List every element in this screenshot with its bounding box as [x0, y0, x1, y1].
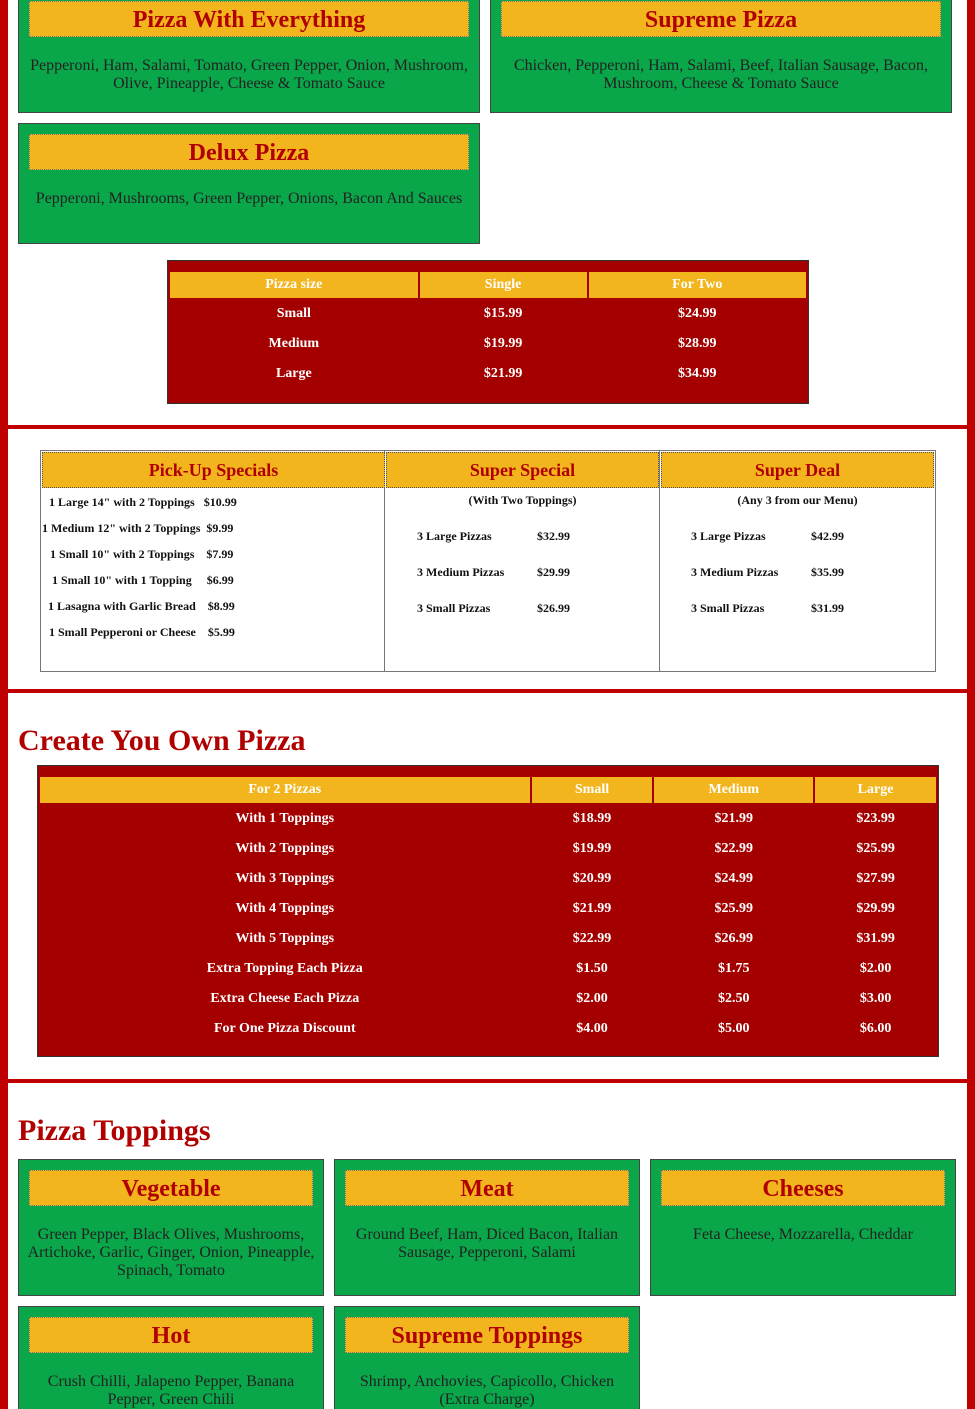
table-header-row — [40, 777, 936, 803]
topping-group-items: Ground Beef, Ham, Diced Bacon, Italian Sausage, Pepperoni, Salami — [355, 1226, 619, 1261]
table-cell: $1.50 — [576, 961, 608, 976]
topping-card-hot — [18, 1306, 324, 1409]
table-cell: $3.00 — [859, 991, 892, 1006]
pizza-name: Pizza With Everything — [29, 1, 469, 37]
pizza-card-everything — [18, 0, 480, 113]
table-cell: $2.00 — [859, 961, 892, 976]
special-item: 1 Small Pepperoni or Cheese $5.99 — [49, 625, 235, 639]
deal-label: 3 Medium Pizzas — [691, 565, 779, 579]
pickup-specials-title: Pick-Up Specials — [42, 452, 385, 488]
topping-group-items: Shrimp, Anchovies, Capicollo, Chicken (Extra Charge) — [359, 1373, 615, 1408]
pizza-ingredients: Chicken, Pepperoni, Ham, Salami, Beef, Italian Sausage, Bacon, Mushroom, Cheese & Tomato Sauce — [513, 57, 929, 92]
table-cell: $26.99 — [714, 931, 754, 946]
table-cell: $25.99 — [856, 841, 895, 856]
deal-price: $35.99 — [811, 565, 844, 579]
topping-group-items: Crush Chilli, Jalapeno Pepper, Banana Pepper, Green Chili — [47, 1373, 295, 1408]
table-cell: $18.99 — [572, 811, 612, 826]
table-row — [170, 330, 806, 358]
pizza-ingredients: Pepperoni, Ham, Salami, Tomato, Green Pepper, Onion, Mushroom, Olive, Pineapple, Cheese & Tomato Sauce — [30, 57, 468, 92]
table-cell: With 2 Toppings — [235, 841, 335, 856]
pizza-ingredients: Pepperoni, Mushrooms, Green Pepper, Onions, Bacon And Sauces — [35, 190, 463, 207]
table-row — [40, 865, 936, 893]
section-divider — [8, 689, 967, 693]
table-cell: $24.99 — [714, 871, 754, 886]
topping-group-name: Supreme Toppings — [345, 1317, 629, 1353]
table-row — [40, 895, 936, 923]
deal-price: $26.99 — [537, 601, 570, 615]
special-item: 1 Large 14" with 2 Toppings $10.99 — [49, 495, 237, 509]
super-special-title: Super Special — [386, 452, 659, 488]
table-cell: With 3 Toppings — [235, 871, 335, 886]
create-own-heading: Create You Own Pizza — [18, 724, 306, 757]
special-item: 1 Lasagna with Garlic Bread $8.99 — [48, 599, 235, 613]
column-header: For Two — [589, 272, 806, 298]
pizza-name: Delux Pizza — [29, 134, 469, 170]
topping-group-name: Meat — [345, 1170, 629, 1206]
table-row — [40, 805, 936, 833]
deal-price: $31.99 — [811, 601, 844, 615]
deal-price: $42.99 — [811, 529, 844, 543]
table-cell: Extra Topping Each Pizza — [206, 961, 363, 976]
section-divider — [8, 425, 967, 429]
topping-group-items: Green Pepper, Black Olives, Mushrooms, Artichoke, Garlic, Ginger, Onion, Pineapple, Spinach, Tomato — [27, 1226, 315, 1279]
column-header: Medium — [654, 777, 813, 803]
table-cell: Small — [276, 306, 311, 321]
size-price-table — [167, 260, 809, 404]
specials-panel — [40, 450, 936, 672]
super-deal-subtitle: (Any 3 from our Menu) — [737, 493, 858, 507]
super-special-subtitle: (With Two Toppings) — [468, 493, 577, 507]
table-cell: $25.99 — [714, 901, 754, 916]
table-cell: $4.00 — [576, 1021, 608, 1036]
table-cell: $21.99 — [714, 811, 754, 826]
super-deal — [661, 451, 935, 671]
super-deal-title: Super Deal — [661, 452, 934, 488]
pizza-name: Supreme Pizza — [501, 1, 941, 37]
topping-card-supreme — [334, 1306, 640, 1409]
super-special — [386, 451, 660, 671]
pizza-card-supreme — [490, 0, 952, 113]
table-cell: $31.99 — [856, 931, 895, 946]
pizza-card-delux — [18, 123, 480, 244]
deal-label: 3 Medium Pizzas — [417, 565, 505, 579]
table-cell: $22.99 — [572, 931, 612, 946]
toppings-heading: Pizza Toppings — [18, 1114, 211, 1147]
topping-card-meat — [334, 1159, 640, 1296]
deal-label: 3 Small Pizzas — [417, 601, 491, 615]
topping-card-cheeses — [650, 1159, 956, 1296]
table-cell: $23.99 — [856, 811, 895, 826]
table-cell: With 4 Toppings — [235, 901, 335, 916]
table-cell: $21.99 — [572, 901, 612, 916]
section-divider — [8, 1079, 967, 1083]
table-cell: Large — [275, 366, 312, 381]
table-cell: $15.99 — [483, 306, 523, 321]
table-cell: $5.00 — [718, 1021, 750, 1036]
deal-label: 3 Large Pizzas — [691, 529, 766, 543]
table-row — [170, 360, 806, 388]
column-header: Pizza size — [170, 272, 418, 298]
pickup-specials — [41, 451, 385, 671]
topping-group-name: Hot — [29, 1317, 313, 1353]
create-own-table — [37, 765, 939, 1057]
table-cell: Medium — [268, 336, 320, 351]
deal-price: $32.99 — [537, 529, 570, 543]
table-row — [40, 835, 936, 863]
topping-group-name: Cheeses — [661, 1170, 945, 1206]
special-item: 1 Small 10" with 2 Toppings $7.99 — [50, 547, 234, 561]
table-row — [40, 1015, 936, 1043]
special-item: 1 Small 10" with 1 Topping $6.99 — [52, 573, 234, 587]
table-cell: $24.99 — [678, 306, 717, 321]
table-cell: $21.99 — [483, 366, 523, 381]
table-cell: For One Pizza Discount — [213, 1021, 356, 1036]
special-item: 1 Medium 12" with 2 Toppings $9.99 — [42, 521, 234, 535]
table-cell: With 1 Toppings — [235, 811, 335, 826]
table-cell: With 5 Toppings — [235, 931, 335, 946]
deal-label: 3 Large Pizzas — [417, 529, 492, 543]
table-row — [40, 925, 936, 953]
column-header: Large — [815, 777, 936, 803]
table-cell: $6.00 — [859, 1021, 892, 1036]
menu-page — [8, 0, 967, 1409]
table-cell: $34.99 — [678, 366, 717, 381]
table-cell: $20.99 — [572, 871, 612, 886]
column-header: Small — [532, 777, 653, 803]
table-cell: $22.99 — [714, 841, 754, 856]
table-row — [40, 985, 936, 1013]
table-cell: $28.99 — [678, 336, 717, 351]
table-cell: $1.75 — [718, 961, 750, 976]
column-header: For 2 Pizzas — [40, 777, 530, 803]
column-header: Single — [420, 272, 587, 298]
table-cell: $2.50 — [718, 991, 750, 1006]
table-header-row — [170, 272, 806, 298]
table-cell: $29.99 — [856, 901, 895, 916]
table-cell: $27.99 — [856, 871, 895, 886]
table-row — [170, 300, 806, 328]
deal-price: $29.99 — [537, 565, 570, 579]
table-cell: $2.00 — [576, 991, 608, 1006]
topping-group-items: Feta Cheese, Mozzarella, Cheddar — [693, 1226, 913, 1243]
table-cell: $19.99 — [572, 841, 612, 856]
topping-card-vegetable — [18, 1159, 324, 1296]
deal-label: 3 Small Pizzas — [691, 601, 765, 615]
table-cell: $19.99 — [483, 336, 523, 351]
table-cell: Extra Cheese Each Pizza — [210, 991, 360, 1006]
topping-group-name: Vegetable — [29, 1170, 313, 1206]
table-row — [40, 955, 936, 983]
